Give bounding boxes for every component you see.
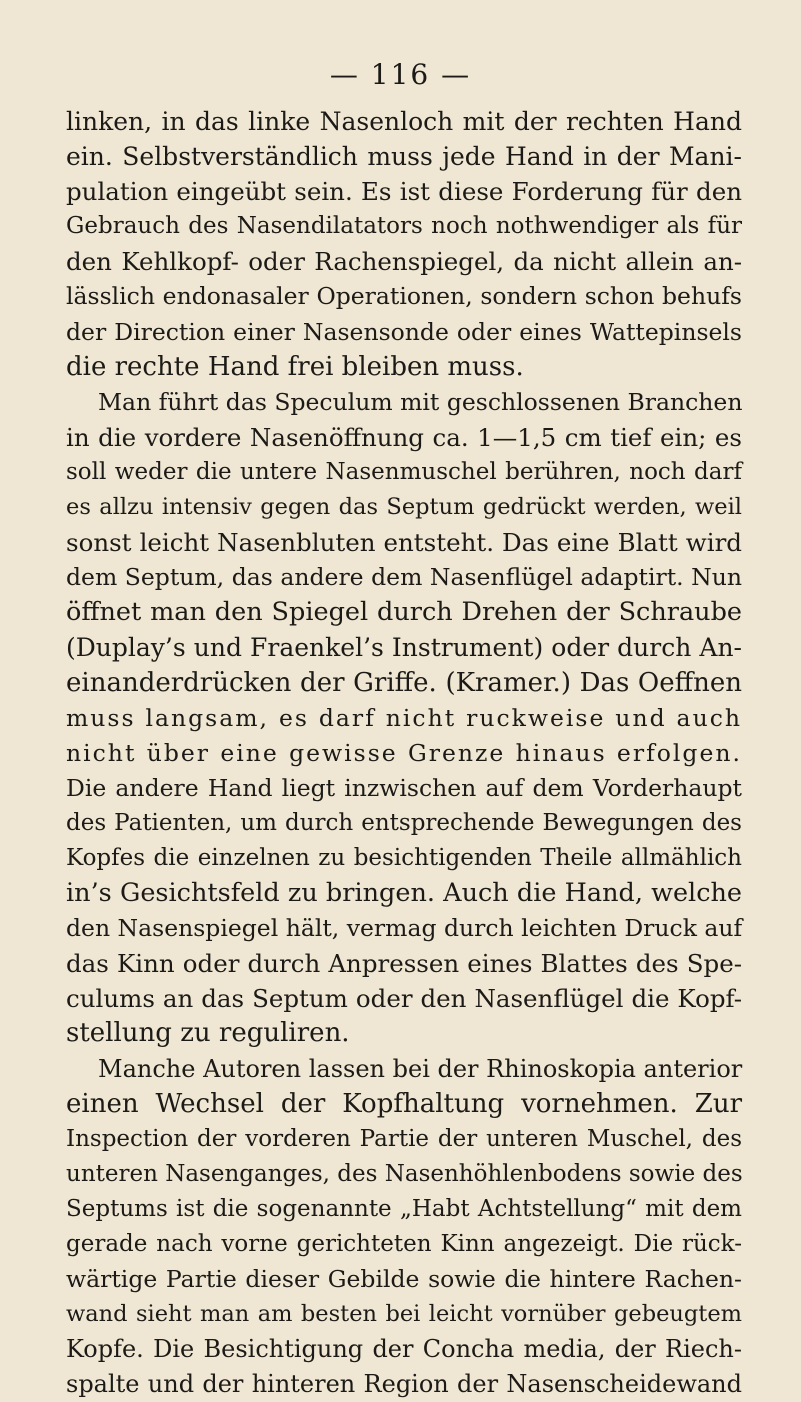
text-line: Kopfe. Die Besichtigung der Concha media, der Riech- [66, 1335, 742, 1364]
text-line: muss langsam, es darf nicht ruckweise und auch [66, 703, 742, 732]
text-line: des Patienten, um durch entsprechende Bewegungen des [66, 809, 742, 836]
text-line: lässlich endonasaler Operationen, sondern schon behufs [66, 282, 742, 311]
text-line: gerade nach vorne gerichteten Kinn angezeigt. Die rück- [66, 1231, 742, 1257]
text-line: spalte und der hinteren Region der Nasenscheidewand [66, 1370, 742, 1399]
text-line: wärtige Partie dieser Gebilde sowie die hintere Rachen- [66, 1265, 742, 1294]
text-line: einen Wechsel der Kopfhaltung vornehmen. Zur [66, 1088, 742, 1119]
text-line: den Nasenspiegel hält, vermag durch leichten Druck auf [66, 914, 743, 943]
text-line: Inspection der vorderen Partie der unteren Muschel, des [66, 1125, 742, 1152]
text-line: Man führt das Speculum mit geschlossenen Branchen [98, 387, 743, 416]
text-line: das Kinn oder durch Anpressen eines Blattes des Spe- [66, 949, 742, 979]
text-line: wand sieht man am besten bei leicht vornüber gebeugtem [66, 1301, 742, 1328]
text-line: dem Septum, das andere dem Nasenflügel adaptirt. Nun [66, 563, 742, 592]
text-line: linken, in das linke Nasenloch mit der rechten Hand [66, 107, 742, 136]
text-line: (Duplay’s und Fraenkel’s Instrument) oder durch An- [66, 633, 742, 663]
body-text [66, 104, 742, 1402]
text-line: der Direction einer Nasensonde oder eines Wattepinsels [66, 317, 742, 346]
text-line: culums an das Septum oder den Nasenflügel die Kopf- [66, 984, 742, 1014]
text-line: öffnet man den Spiegel durch Drehen der Schraube [66, 597, 742, 628]
text-line: Septums ist die sogenannte „Habt Achtstellung“ mit dem [66, 1195, 742, 1222]
text-line: die rechte Hand frei bleiben muss. [66, 351, 524, 382]
text-line: Gebrauch des Nasendilatators noch nothwendiger als für [66, 213, 742, 240]
text-line: in die vordere Nasenöffnung ca. 1—1,5 cm tief ein; es [66, 422, 742, 452]
text-line: ein. Selbstverständlich muss jede Hand in der Mani- [66, 142, 742, 172]
text-line: soll weder die untere Nasenmuschel berühren, noch darf [66, 458, 742, 485]
text-line: pulation eingeübt sein. Es ist diese Forderung für den [66, 177, 742, 207]
text-line: Kopfes die einzelnen zu besichtigenden Theile allmählich [66, 844, 742, 871]
text-line: Die andere Hand liegt inzwischen auf dem Vorderhaupt [66, 773, 742, 802]
text-line: Manche Autoren lassen bei der Rhinoskopia anterior [98, 1054, 743, 1083]
text-line: den Kehlkopf- oder Rachenspiegel, da nicht allein an- [66, 247, 742, 277]
page-number-header: — 116 — [329, 58, 472, 91]
text-line: in’s Gesichtsfeld zu bringen. Auch die Hand, welche [66, 878, 742, 909]
text-line: sonst leicht Nasenbluten entsteht. Das eine Blatt wird [66, 528, 742, 558]
text-line: es allzu intensiv gegen das Septum gedrückt werden, weil [66, 494, 742, 521]
text-line: stellung zu reguliren. [66, 1018, 350, 1049]
text-line: unteren Nasenganges, des Nasenhöhlenbodens sowie des [66, 1160, 743, 1187]
text-line: einanderdrücken der Griffe. (Kramer.) Das Oeffnen [66, 667, 742, 698]
text-line: nicht über eine gewisse Grenze hinaus erfolgen. [66, 738, 742, 767]
